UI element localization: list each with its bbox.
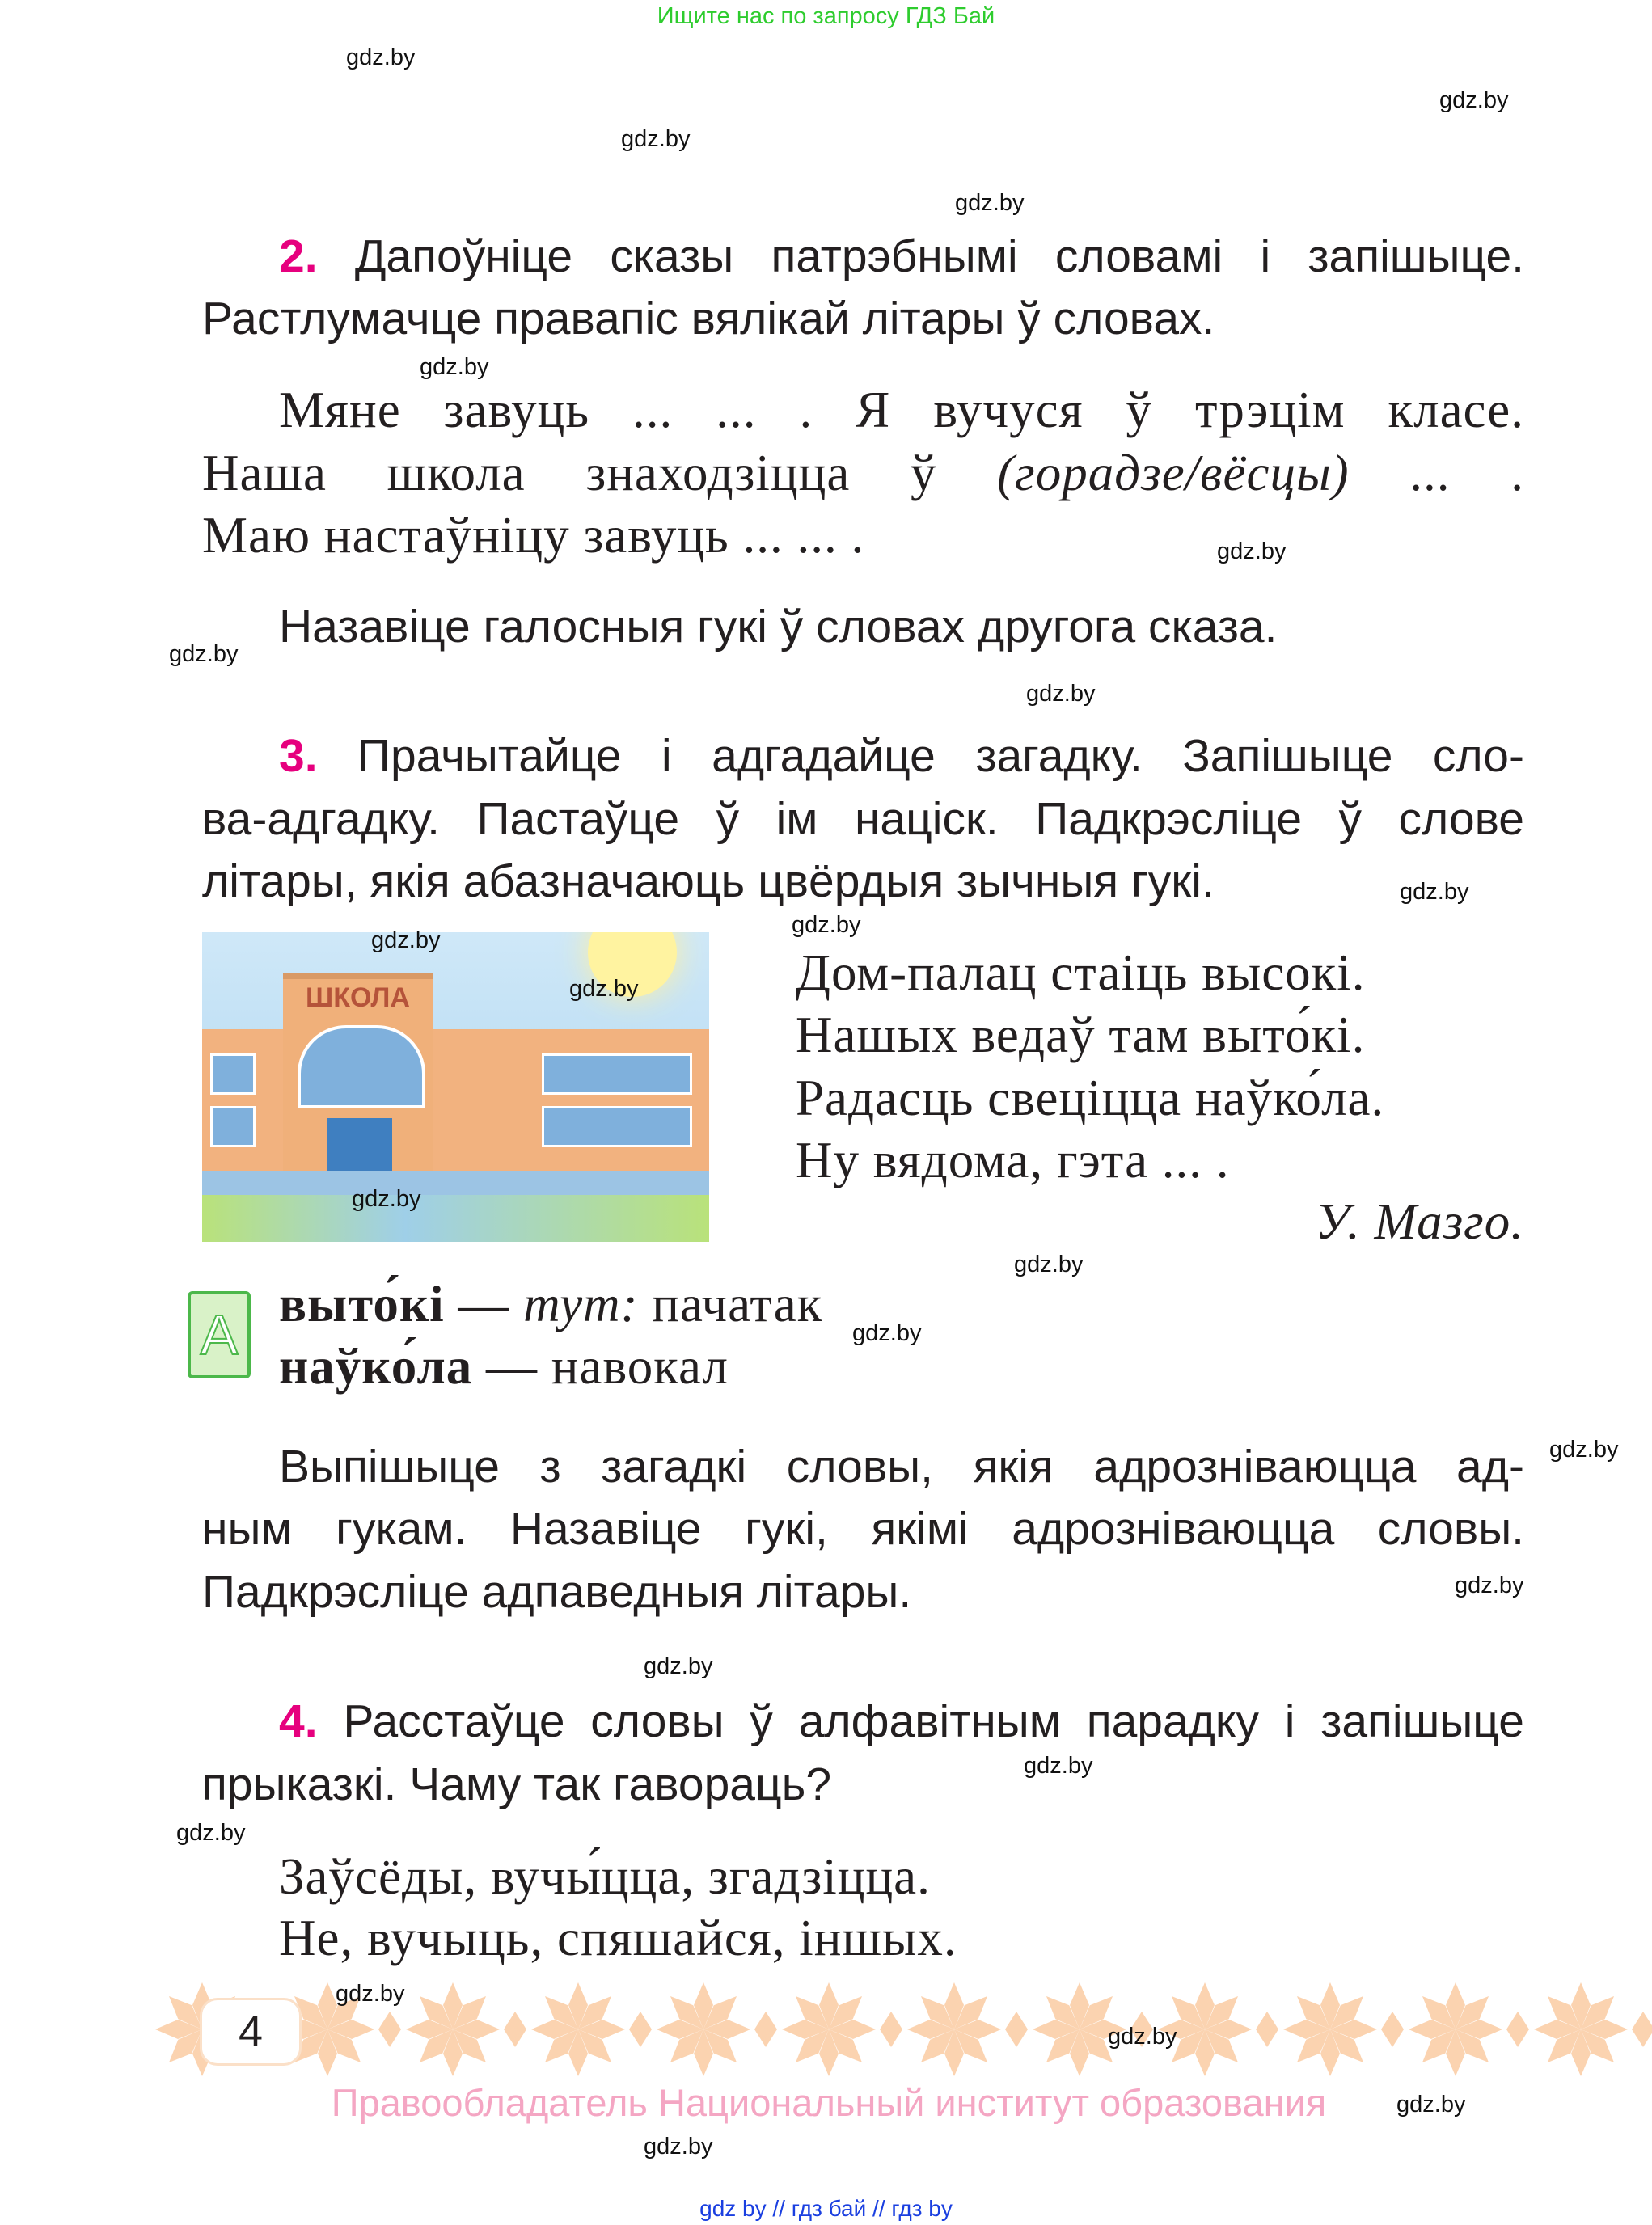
window [542, 1053, 692, 1095]
glossary-word: наўко́ла [279, 1338, 473, 1395]
window [210, 1053, 256, 1095]
dictionary-book-icon [188, 1291, 251, 1378]
ornament-star [1409, 1982, 1529, 2076]
glossary-entry [279, 1276, 822, 1332]
dash: — [486, 1338, 539, 1395]
watermark: gdz.by [1549, 1437, 1619, 1463]
task-text: Расстаўце словы ў алфавітным парадку і запішыце [343, 1695, 1524, 1747]
glossary-word: выто́кі [279, 1276, 445, 1332]
watermark: gdz.by [1217, 538, 1287, 564]
watermark: gdz.by [1024, 1753, 1093, 1779]
task-number: 2. [279, 230, 318, 282]
watermark: gdz.by [346, 44, 416, 70]
poem-line: Радасць свеціцца наўко́ла. [796, 1070, 1385, 1126]
task3-line-1 [279, 728, 1524, 784]
sentence-1: Мяне завуць ... ... . Я вучуся ў трэцім класе. [279, 382, 1524, 438]
watermark: gdz.by [1396, 2092, 1466, 2117]
sentence-text: Наша школа знаходзіцца ў [202, 445, 937, 501]
watermark: gdz.by [852, 1320, 922, 1346]
sentence-3: Маю настаўніцу завуць ... ... . [202, 507, 865, 564]
glossary-note: тут: [523, 1276, 639, 1332]
ornament-star [907, 1982, 1028, 2076]
watermark: gdz.by [336, 1981, 405, 2007]
watermark: gdz.by [644, 1653, 713, 1679]
proverb: Заўсёды, вучы́цца, згадзіцца. [279, 1848, 931, 1905]
arched-window [298, 1025, 425, 1108]
task2-line-1 [279, 228, 1524, 285]
task3-followup-2: ным гукам. Назавіце гукі, якімі адрозніваюцца словы. [202, 1503, 1524, 1555]
entrance-door [327, 1118, 392, 1171]
task-number: 4. [279, 1695, 318, 1747]
task3-line-2: ва-адгадку. Пастаўце ў ім націск. Падкрэсліце ў слове [202, 793, 1524, 845]
glossary-meaning: пачатак [652, 1276, 823, 1332]
watermark: gdz.by [621, 126, 691, 152]
poem-line: Дом-палац стаіць высокі. [796, 944, 1366, 1001]
building-wings [202, 1029, 709, 1171]
ornament-star [782, 1982, 902, 2076]
task3-line-3: літары, якія абазначаюць цвёрдыя зычныя гукі. [202, 855, 1215, 907]
watermark: gdz.by [169, 641, 239, 667]
lawn [202, 1195, 709, 1242]
task2-line-2: Растлумачце правапіс вялікай літары ў словах. [202, 293, 1215, 344]
watermark: gdz.by [1026, 681, 1096, 707]
task3-followup-1: Выпішыце з загадкі словы, якія адрозніваюцца ад- [279, 1441, 1524, 1492]
watermark: gdz.by [1014, 1252, 1084, 1277]
bottom-links[interactable]: gdz by // гдз бай // гдз by [699, 2196, 953, 2221]
poem-author: У. Мазго. [1315, 1193, 1524, 1250]
proverb: Не, вучыць, спяшайся, іншых. [279, 1910, 957, 1966]
icon-letter: A [200, 1303, 239, 1366]
watermark: gdz.by [176, 1820, 246, 1846]
watermark: gdz.by [1108, 2024, 1177, 2050]
page-number: 4 [200, 1998, 302, 2066]
watermark: gdz.by [792, 912, 861, 938]
window [210, 1106, 256, 1147]
sentence-blank: ... . [1409, 445, 1524, 501]
task-number: 3. [279, 730, 318, 782]
task-text: Прачытайце і адгадайце загадку. Запішыце сло- [357, 730, 1524, 782]
task-text: Дапоўніце сказы патрэбнымі словамі і запішыце. [354, 230, 1524, 282]
choice-hint: (горадзе/вёсцы) [997, 445, 1350, 501]
window [542, 1106, 692, 1147]
ornament-star [406, 1982, 526, 2076]
copyright-notice: Правообладатель Национальный институт образования [331, 2081, 1327, 2124]
watermark: gdz.by [644, 2134, 713, 2160]
ornament-star [1283, 1982, 1404, 2076]
sentence-2 [202, 445, 1524, 501]
school-sign: ШКОЛА [306, 982, 410, 1013]
ornament-star [531, 1982, 652, 2076]
glossary-entry [279, 1338, 729, 1395]
glossary-meaning: навокал [551, 1338, 729, 1395]
task2-followup: Назавіце галосныя гукі ў словах другога сказа. [279, 601, 1278, 652]
sidewalk [202, 1171, 709, 1195]
watermark: gdz.by [1400, 879, 1469, 905]
ornament-star [1534, 1982, 1652, 2076]
task3-followup-3: Падкрэсліце адпаведныя літары. [202, 1566, 912, 1618]
watermark: gdz.by [1455, 1573, 1524, 1598]
watermark: gdz.by [352, 1186, 421, 1212]
watermark: gdz.by [420, 354, 489, 380]
watermark: gdz.by [569, 976, 639, 1002]
poem-line: Нашых ведаў там выто́кі. [796, 1007, 1366, 1063]
poem-line: Ну вядома, гэта ... . [796, 1132, 1230, 1188]
watermark: gdz.by [1439, 87, 1509, 113]
watermark: gdz.by [371, 927, 441, 953]
ornament-star [657, 1982, 777, 2076]
dash: — [458, 1276, 510, 1332]
watermark: gdz.by [955, 190, 1025, 216]
task4-line-2: прыказкі. Чаму так гавораць? [202, 1758, 832, 1810]
search-hint[interactable]: Ищите нас по запросу ГДЗ Бай [657, 3, 995, 29]
task4-line-1 [279, 1693, 1524, 1750]
